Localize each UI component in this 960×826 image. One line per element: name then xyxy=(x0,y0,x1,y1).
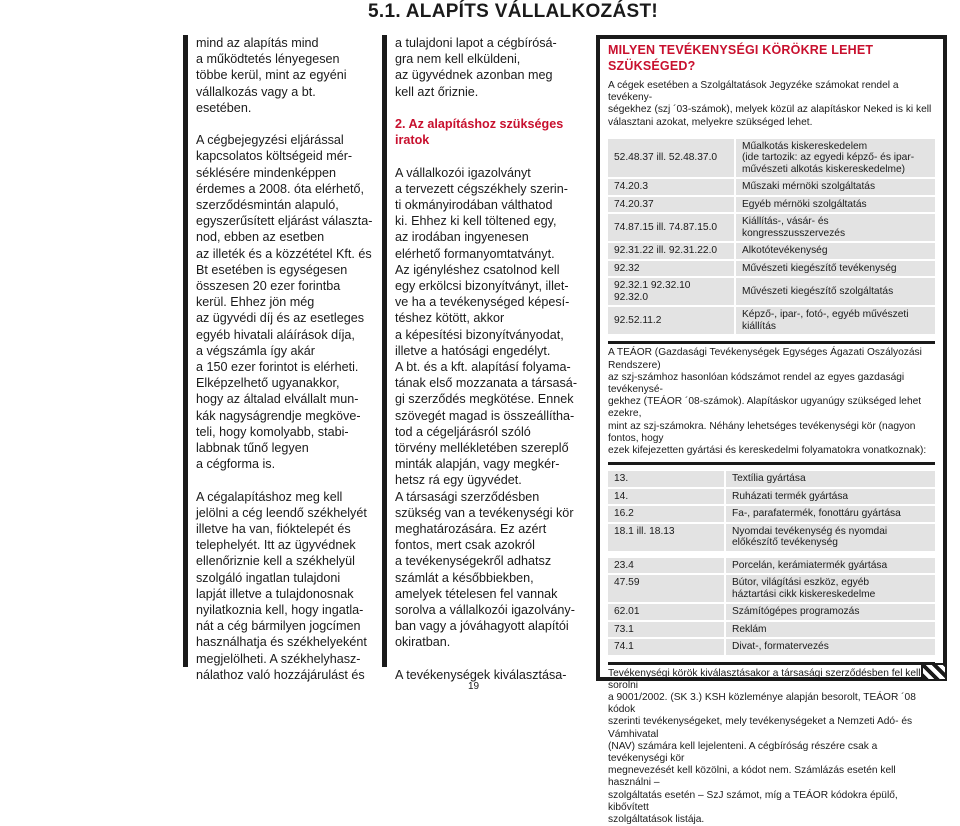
activity-cell: Számítógépes programozás xyxy=(725,603,935,621)
code-cell: 92.32.1 92.32.10 92.32.0 xyxy=(608,277,735,306)
activity-cell: Porcelán, kerámiatermék gyártása xyxy=(725,558,935,575)
activity-cell: Képző-, ipar-, fotó-, egyéb művészeti kiállítás xyxy=(735,306,935,335)
code-cell: 52.48.37 ill. 52.48.37.0 xyxy=(608,139,735,179)
paragraph: a tulajdoni lapot a cégbírósá- gra nem kell elküldeni, az ügyvédnek azonban meg kell azt őriznie. xyxy=(395,36,557,99)
activity-cell: Művészeti kiegészítő szolgáltatás xyxy=(735,277,935,306)
code-cell: 74.1 xyxy=(608,638,725,656)
activity-cell: Műszaki mérnöki szolgáltatás xyxy=(735,178,935,196)
code-cell: 18.1 ill. 18.13 xyxy=(608,523,725,552)
paragraph: A vállalkozói igazolványt a tervezett cégszékhely szerin- ti okmányirodában válthatod ki. Ehhez ki kell töltened egy, az irodában ingyenesen elérhető formanyomtatványt. Az igényléshez csatolnod kell egy erkölcsi bizonyítványt, illet- ve ha a tevékenységed képesí- téshez kötött, akkor a képesítési bizonyítványodat, illetve a hatósági engedélyt. A bt. és a kft. alapításí folyama- tának első mozzanata a társasá- gi szerződés megkötése. Ennek szövegét magad is összeállítha- tod a cégeljárásról szóló törvény mellékletében szereplő minták alapján, vagy megkér- hetsz rá egy ügyvédet. A társasági szerződésben szükség van a tevékenységi kör meghatározására. Ez azért fontos, mert csak azokról a tevékenységekről adhatsz számlát a későbbiekben, amelyek tételesen fel vannak sorolva a vállalkozói igazolvány- ban vagy a jóváhagyott alapítói okiratban. xyxy=(395,165,578,650)
divider xyxy=(608,462,935,465)
code-cell: 74.20.3 xyxy=(608,178,735,196)
paragraph: A tevékenységek kiválasztása- xyxy=(395,667,567,682)
table-row xyxy=(608,471,935,488)
table-row xyxy=(608,638,935,656)
activity-cell: Művészeti kiegészítő tevékenység xyxy=(735,260,935,278)
divider xyxy=(608,662,935,665)
table-row xyxy=(608,178,935,196)
activity-cell: Divat-, formatervezés xyxy=(725,638,935,656)
sidebar-outro: Tevékenységi körök kiválasztásakor a társasági szerződésben fel kell sorolni a 9001/2002. (SK 3.) KSH közleménye alapján besorolt, TEÁOR ´08 kódok szerinti tevékenységeket, mely tevékenységeket a Nemzeti Adó- és Vámhivatal (NAV) számára kell lejelenteni. A cégbíróság részére csak a tevékenységi kör megnevezését kell közölni, a kódot nem. Számlázás esetén kell használni – szolgáltatás esetén – SzJ számot, míg a TEÁOR kódokra épülő, kibővített szolgáltatások listája. xyxy=(608,667,921,826)
sidebar-title: MILYEN TEVÉKENYSÉGI KÖRÖKRE LEHET SZÜKSÉGED? xyxy=(608,43,874,73)
code-cell: 92.31.22 ill. 92.31.22.0 xyxy=(608,242,735,260)
page-number: 19 xyxy=(468,681,480,692)
activity-cell: Egyéb mérnöki szolgáltatás xyxy=(735,196,935,214)
table-row xyxy=(608,306,935,335)
activity-cell: Ruházati termék gyártása xyxy=(725,488,935,506)
activity-codes-sidebar xyxy=(596,35,947,826)
activity-cell: Bútor, világítási eszköz, egyéb háztartási cikk kiskereskedelme xyxy=(725,574,935,603)
table-row xyxy=(608,523,935,552)
subsection-heading: 2. Az alapításhoz szükséges iratok xyxy=(395,117,564,148)
paragraph: A cégbejegyzési eljárással kapcsolatos költségeid mér- séklésére mindenképpen érdemes a 2008. óta elérhető, szerződésmintán alapuló, egyszerűsített eljárást választa- nod, ebben az esetben az illeték és a közzététel Kft. és Bt esetében is egységesen összesen 20 ezer forintba kerül. Ehhez jön még az ügyvédi díj és az esetleges egyéb hivatali aláírások díja, a végszámla így akár a 150 ezer forintot is elérheti. Elképzelhető ugyanakkor, hogy az általad elvállalt mun- kák nagyságrendje megköve- teli, hogy komolyabb, stabi- labbnak tűnő legyen a cégforma is. xyxy=(196,133,373,472)
code-cell: 92.32 xyxy=(608,260,735,278)
code-cell: 13. xyxy=(608,471,725,488)
divider xyxy=(608,341,935,344)
table-row xyxy=(608,213,935,242)
text-column-middle xyxy=(382,35,580,682)
table-row xyxy=(608,488,935,506)
table-row xyxy=(608,505,935,523)
code-cell: 74.87.15 ill. 74.87.15.0 xyxy=(608,213,735,242)
table-row xyxy=(608,139,935,179)
code-cell: 92.52.11.2 xyxy=(608,306,735,335)
activity-cell: Nyomdai tevékenység és nyomdai előkészítő tevékenység xyxy=(725,523,935,552)
code-cell: 74.20.37 xyxy=(608,196,735,214)
activity-cell: Alkotótevékenység xyxy=(735,242,935,260)
activity-cell: Kiállítás-, vásár- és kongresszusszervezés xyxy=(735,213,935,242)
table-row xyxy=(608,621,935,639)
code-cell: 14. xyxy=(608,488,725,506)
code-cell: 73.1 xyxy=(608,621,725,639)
code-cell: 62.01 xyxy=(608,603,725,621)
table-row xyxy=(608,558,935,575)
code-cell: 47.59 xyxy=(608,574,725,603)
teaor-explanation: A TEÁOR (Gazdasági Tevékenységek Egységes Ágazati Oszályozási Rendszere) az szj-számhoz hasonlóan kódszámot rendel az egyes gazdasági tevékenysé- gekhez (TEÁOR ´08-számok). Alapításkor ugyanúgy szükséged lehet ezekre, mint az szj-számokra. Néhány lehetséges tevékenységi kör (nagyon fontos, hogy ezek kifejezetten gyártási és kereskedelmi folyamatokra vonatkoznak): xyxy=(608,347,927,456)
text-column-left xyxy=(183,35,373,682)
table-row xyxy=(608,277,935,306)
section-title: 5.1. ALAPÍTS VÁLLALKOZÁST! xyxy=(368,1,658,22)
teaor-codes-table xyxy=(608,471,935,657)
code-cell: 23.4 xyxy=(608,558,725,575)
code-cell: 16.2 xyxy=(608,505,725,523)
table-row xyxy=(608,196,935,214)
sidebar-intro: A cégek esetében a Szolgáltatások Jegyzéke számokat rendel a tevékeny- ségekhez (szj ´03-számok), melyek közül az alapításkor Neked is ki kell választani azokat, melyekre szükséged lehet. xyxy=(608,80,932,128)
table-row xyxy=(608,260,935,278)
table-row xyxy=(608,603,935,621)
activity-cell: Fa-, parafatermék, fonottáru gyártása xyxy=(725,505,935,523)
activity-cell: Műalkotás kiskereskedelem (ide tartozik: az egyedi képző- és ipar- művészeti alkotás kiskereskedelme) xyxy=(735,139,935,179)
activity-cell: Textília gyártása xyxy=(725,471,935,488)
striped-corner-decoration xyxy=(921,663,947,681)
szj-codes-table xyxy=(608,139,935,337)
activity-cell: Reklám xyxy=(725,621,935,639)
paragraph: mind az alapítás mind a működtetés lényegesen többe kerül, mint az egyéni vállalkozás vagy a bt. esetében. xyxy=(196,36,347,115)
paragraph: A cégalapításhoz meg kell jelölni a cég leendő székhelyét illetve ha van, fióktelepét és telephelyét. Itt az ügyvédnek ellenőriznie kell a székhelyül szolgáló ingatlan tulajdoni lapját illetve a tulajdonosnak nyilatkoznia kell, hogy ingatla- nát a cég bármilyen jogcímen használhatja és székhelyeként megjelölheti. A székhelyhasz- nálathoz való hozzájárulást és xyxy=(196,489,367,682)
table-row xyxy=(608,574,935,603)
table-row xyxy=(608,242,935,260)
